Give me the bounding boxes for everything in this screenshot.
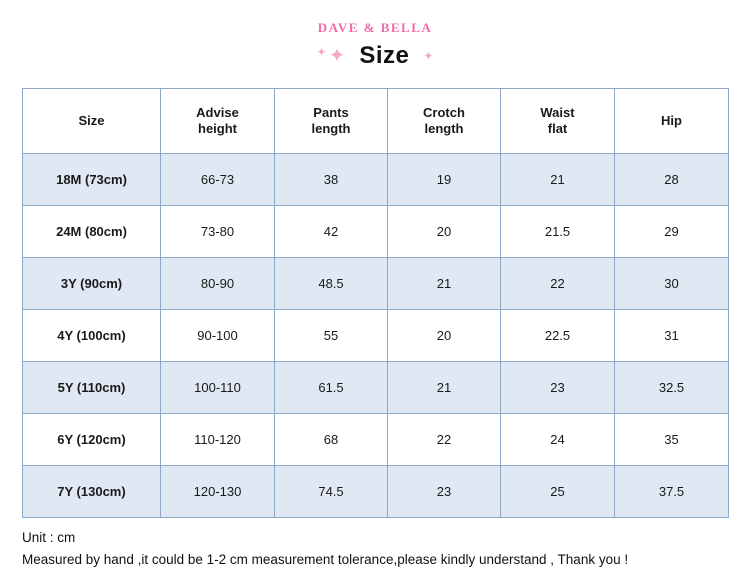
cell-advise-height: 100-110 [161,362,275,414]
table-body [23,154,729,518]
cell-hip: 28 [615,154,729,206]
cell-hip: 30 [615,258,729,310]
cell-crotch-length: 21 [388,362,501,414]
table-header-row [23,89,729,154]
cell-size: 5Y (110cm) [23,362,161,414]
cell-pants-length: 55 [275,310,388,362]
header-line: Waist [540,104,575,120]
cell-hip: 32.5 [615,362,729,414]
cell-pants-length: 38 [275,154,388,206]
column-header-advise-height [161,89,275,154]
cell-advise-height: 90-100 [161,310,275,362]
cell-crotch-length: 20 [388,310,501,362]
header-line: Pants [313,104,349,120]
footer-notes [22,527,742,570]
header-line: height [198,121,237,136]
header-line: Size [78,112,105,128]
cell-waist-flat: 23 [501,362,615,414]
table-row [23,154,729,206]
table-row [23,206,729,258]
sparkle-small-icon: ✦ [423,49,434,63]
cell-waist-flat: 21.5 [501,206,615,258]
table-row [23,362,729,414]
column-header-waist-flat [501,89,615,154]
cell-advise-height: 120-130 [161,466,275,518]
column-header-size [23,89,161,154]
header-line: Hip [661,112,682,128]
cell-crotch-length: 19 [388,154,501,206]
size-table [22,88,729,518]
sparkle-decoration-left [317,46,346,66]
cell-size: 4Y (100cm) [23,310,161,362]
title-row [0,38,750,74]
table-row [23,258,729,310]
header-line: Crotch [423,104,465,120]
cell-advise-height: 80-90 [161,258,275,310]
cell-waist-flat: 22.5 [501,310,615,362]
cell-size: 7Y (130cm) [23,466,161,518]
cell-crotch-length: 22 [388,414,501,466]
column-header-crotch-length [388,89,501,154]
cell-waist-flat: 24 [501,414,615,466]
brand-name: DAVE & BELLA [317,20,433,35]
cell-pants-length: 74.5 [275,466,388,518]
cell-pants-length: 48.5 [275,258,388,310]
cell-waist-flat: 22 [501,258,615,310]
header-line: flat [547,121,568,136]
sparkle-decoration-right [423,50,433,62]
sparkle-small-icon: ✦ [316,45,327,59]
header-line: length [424,121,464,136]
sparkle-big-icon: ✦ [328,45,346,67]
unit-note: Unit : cm [22,530,76,545]
cell-advise-height: 73-80 [161,206,275,258]
cell-waist-flat: 25 [501,466,615,518]
cell-advise-height: 110-120 [161,414,275,466]
cell-hip: 35 [615,414,729,466]
cell-hip: 29 [615,206,729,258]
table-row [23,310,729,362]
table-row [23,466,729,518]
page-title: Size [359,42,410,69]
cell-hip: 37.5 [615,466,729,518]
column-header-hip [615,89,729,154]
cell-advise-height: 66-73 [161,154,275,206]
header-line: length [311,121,351,136]
cell-crotch-length: 23 [388,466,501,518]
table-row [23,414,729,466]
cell-crotch-length: 20 [388,206,501,258]
cell-size: 18M (73cm) [23,154,161,206]
cell-size: 24M (80cm) [23,206,161,258]
cell-waist-flat: 21 [501,154,615,206]
cell-pants-length: 42 [275,206,388,258]
cell-pants-length: 61.5 [275,362,388,414]
cell-size: 6Y (120cm) [23,414,161,466]
header-line: Advise [196,104,239,120]
cell-size: 3Y (90cm) [23,258,161,310]
size-table-wrap [22,88,728,518]
tolerance-note: Measured by hand ,it could be 1-2 cm measurement tolerance,please kindly understand , Thank you ! [22,551,629,567]
cell-hip: 31 [615,310,729,362]
cell-crotch-length: 21 [388,258,501,310]
column-header-pants-length [275,89,388,154]
table-header [23,89,729,154]
cell-pants-length: 68 [275,414,388,466]
